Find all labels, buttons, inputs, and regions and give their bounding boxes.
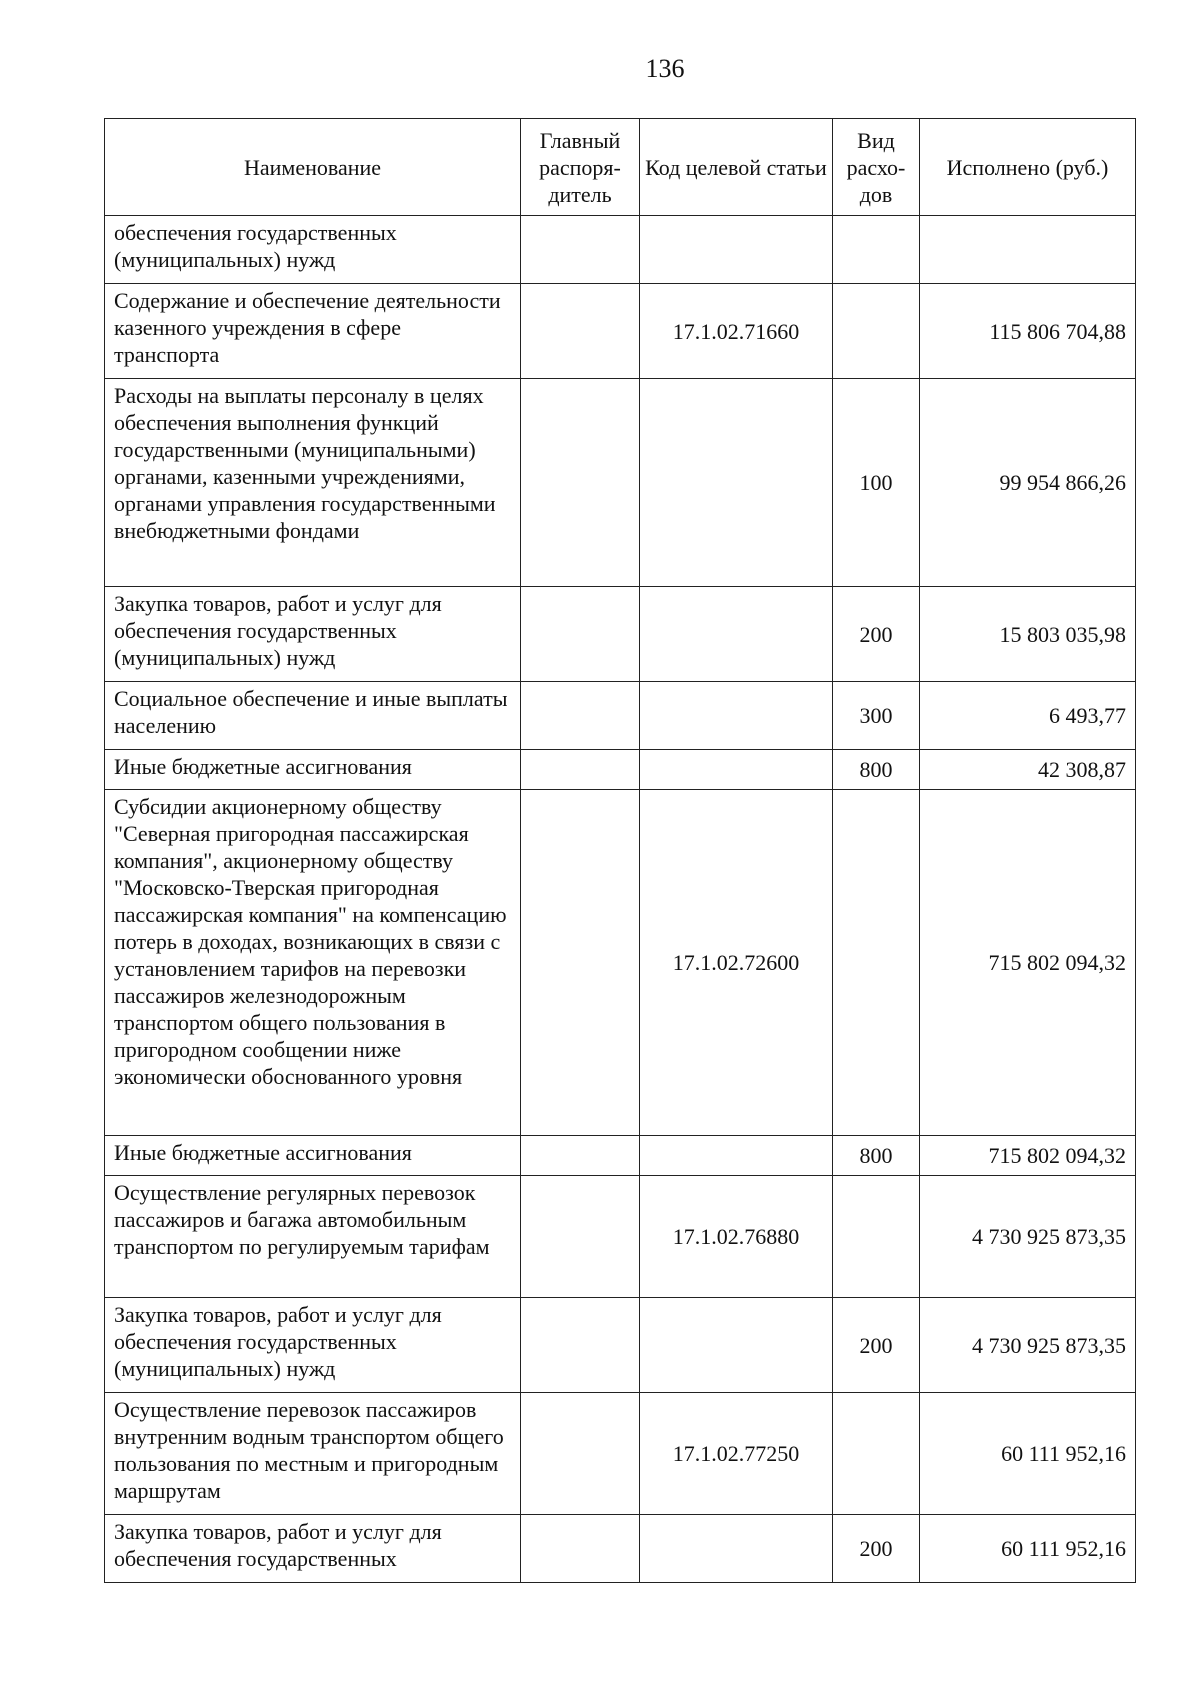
header-type: Вид расхо-дов <box>833 119 920 216</box>
table-row <box>105 1176 1136 1298</box>
header-name: Наименование <box>105 119 521 216</box>
row-name: Социальное обеспечение и иные выплаты населению <box>105 682 521 750</box>
row-code: 17.1.02.71660 <box>640 284 833 379</box>
row-admin <box>521 1393 640 1515</box>
row-amount: 4 730 925 873,35 <box>920 1176 1136 1298</box>
row-type: 200 <box>833 1515 920 1583</box>
row-type <box>833 1393 920 1515</box>
row-name: Осуществление перевозок пассажиров внутренним водным транспортом общего пользования по местным и пригородным маршрутам <box>105 1393 521 1515</box>
table-row <box>105 790 1136 1136</box>
row-type <box>833 790 920 1136</box>
row-type: 800 <box>833 1136 920 1176</box>
row-type: 800 <box>833 750 920 790</box>
row-amount: 99 954 866,26 <box>920 379 1136 587</box>
row-amount: 42 308,87 <box>920 750 1136 790</box>
row-amount: 60 111 952,16 <box>920 1515 1136 1583</box>
row-name: Закупка товаров, работ и услуг для обеспечения государственных (муниципальных) нужд <box>105 1298 521 1393</box>
table-row <box>105 284 1136 379</box>
row-admin <box>521 1136 640 1176</box>
row-amount: 6 493,77 <box>920 682 1136 750</box>
row-code: 17.1.02.76880 <box>640 1176 833 1298</box>
row-admin <box>521 587 640 682</box>
row-amount <box>920 216 1136 284</box>
row-type <box>833 216 920 284</box>
budget-table <box>104 118 1136 1583</box>
row-admin <box>521 379 640 587</box>
row-amount: 15 803 035,98 <box>920 587 1136 682</box>
row-amount: 715 802 094,32 <box>920 1136 1136 1176</box>
row-type <box>833 284 920 379</box>
table-row <box>105 1393 1136 1515</box>
row-name: Иные бюджетные ассигнования <box>105 1136 521 1176</box>
row-type: 300 <box>833 682 920 750</box>
table-row <box>105 1298 1136 1393</box>
row-admin <box>521 1298 640 1393</box>
row-admin <box>521 1176 640 1298</box>
table-row <box>105 750 1136 790</box>
row-type <box>833 1176 920 1298</box>
row-code <box>640 379 833 587</box>
row-code <box>640 750 833 790</box>
row-name: Закупка товаров, работ и услуг для обеспечения государственных (муниципальных) нужд <box>105 587 521 682</box>
row-amount: 4 730 925 873,35 <box>920 1298 1136 1393</box>
row-admin <box>521 682 640 750</box>
table-row <box>105 682 1136 750</box>
row-name: обеспечения государственных (муниципальных) нужд <box>105 216 521 284</box>
row-name: Расходы на выплаты персоналу в целях обеспечения выполнения функций государственными (муниципальными) органами, казенными учреждениями, органами управления государственными внебюджетными фондами <box>105 379 521 587</box>
row-name: Осуществление регулярных перевозок пассажиров и багажа автомобильным транспортом по регулируемым тарифам <box>105 1176 521 1298</box>
table-row <box>105 379 1136 587</box>
row-amount: 60 111 952,16 <box>920 1393 1136 1515</box>
row-name: Содержание и обеспечение деятельности казенного учреждения в сфере транспорта <box>105 284 521 379</box>
row-code <box>640 1515 833 1583</box>
header-admin: Главный распоря-дитель <box>521 119 640 216</box>
row-type: 200 <box>833 1298 920 1393</box>
row-name: Субсидии акционерному обществу "Северная пригородная пассажирская компания", акционерному обществу "Московско-Тверская пригородная пассажирская компания" на компенсацию потерь в доходах, возникающих в связи с установлением тарифов на перевозки пассажиров железнодорожным транспортом общего пользования в пригородном сообщении ниже экономически обоснованного уровня <box>105 790 521 1136</box>
row-code <box>640 216 833 284</box>
row-code <box>640 1136 833 1176</box>
table-row <box>105 587 1136 682</box>
row-admin <box>521 790 640 1136</box>
header-amount: Исполнено (руб.) <box>920 119 1136 216</box>
row-code: 17.1.02.77250 <box>640 1393 833 1515</box>
table-header-row <box>105 119 1136 216</box>
header-code: Код целевой статьи <box>640 119 833 216</box>
table-row <box>105 1136 1136 1176</box>
row-amount: 115 806 704,88 <box>920 284 1136 379</box>
row-admin <box>521 750 640 790</box>
table-row <box>105 216 1136 284</box>
row-code: 17.1.02.72600 <box>640 790 833 1136</box>
row-admin <box>521 216 640 284</box>
row-admin <box>521 284 640 379</box>
row-type: 200 <box>833 587 920 682</box>
row-admin <box>521 1515 640 1583</box>
table-row <box>105 1515 1136 1583</box>
row-type: 100 <box>833 379 920 587</box>
row-name: Закупка товаров, работ и услуг для обеспечения государственных <box>105 1515 521 1583</box>
row-amount: 715 802 094,32 <box>920 790 1136 1136</box>
row-code <box>640 682 833 750</box>
row-name: Иные бюджетные ассигнования <box>105 750 521 790</box>
row-code <box>640 587 833 682</box>
page-number: 136 <box>645 54 685 83</box>
row-code <box>640 1298 833 1393</box>
